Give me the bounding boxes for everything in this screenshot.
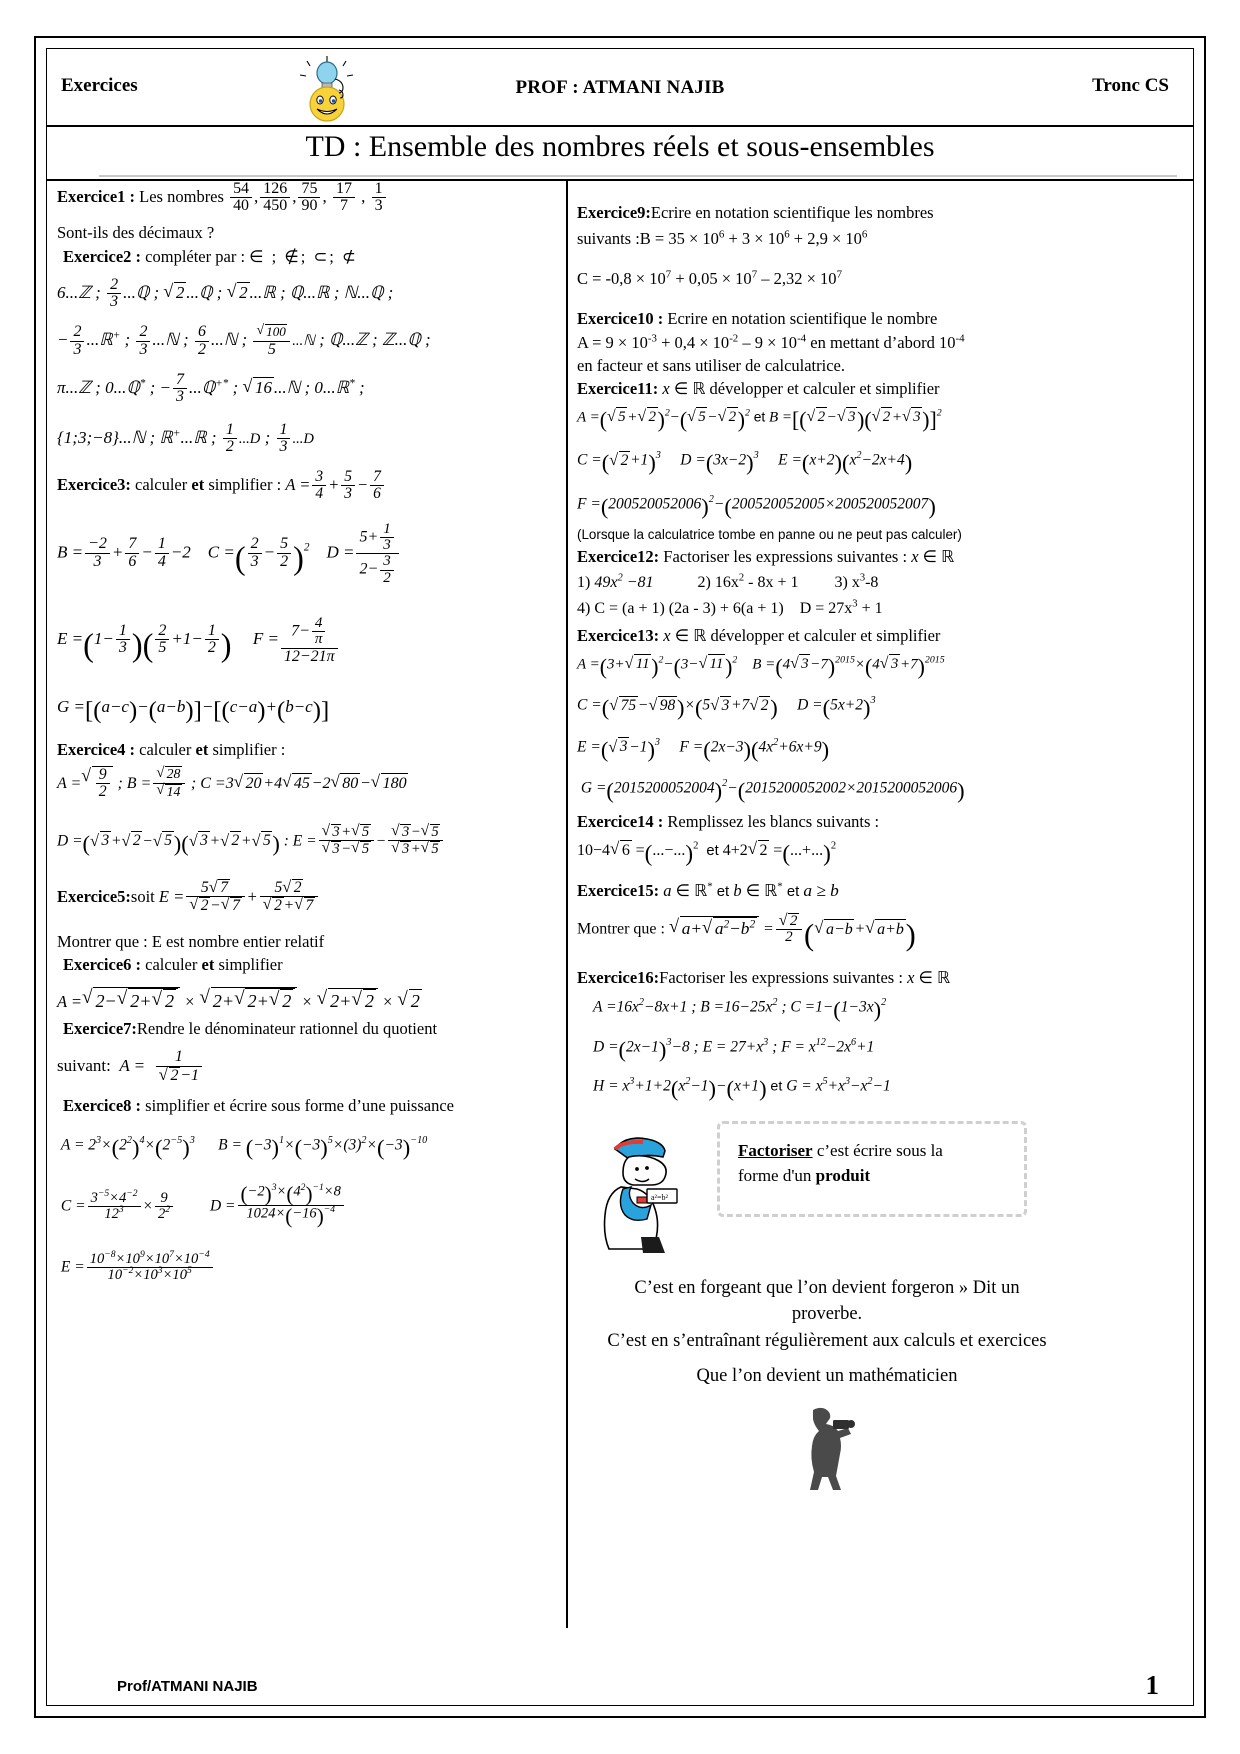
- exercise-1-label: Exercice1 :: [57, 187, 136, 206]
- exercise-9-line-2: suivants :B = $35 \times 10^6 + 3 \times 10^6 + 2,9 \times 10^6$: [577, 228, 868, 249]
- teacher-writing-icon: [585, 1127, 705, 1255]
- exercise-15-montrer: Montrer que :: [577, 920, 665, 938]
- exercise-12: Exercice12: Factoriser les expressions suivantes : x ∈ ℝ: [577, 546, 955, 566]
- exercise-16-formulas-HG: $H = x^3+1+2(x^2-1)-(x+1)$ et $G = x^5+x^3-x^2-1$: [593, 1076, 891, 1102]
- exercise-15-label: Exercice15:: [577, 881, 660, 901]
- exercise-3: [57, 469, 557, 502]
- exercise-13-formulas-EF: E =( √ 3 −1)$^3$ $F =(2x-3)(4x^2+6x+9)$: [577, 736, 830, 762]
- proverb-line-1: C’est en forgeant que l’on devient forgeron » Dit un: [634, 1277, 1020, 1298]
- exercise-6-formula-A: A = √ 2− √ 2+ √ 2 × √ 2+ √ 2+ √ 2 × √ 2+ √ 2 × √ 2: [57, 987, 420, 1012]
- exercise-12-label: Exercice12:: [577, 546, 660, 566]
- exercise-3-formula-A: A = $\frac{3}{4}$ + $\frac{5}{3}$ − $\frac{7}{6}$: [285, 475, 386, 494]
- exercise-8-formulas-CD: C = $\frac{3^{-5}\times 4^{-2}}{12^3}$ × $\frac{9}{2^2}$ D = $\frac{(-2)^3\times(4^2)^{-1}\times 8}{1024\times(-16)^{-4}}$: [57, 1184, 557, 1228]
- exercise-3-text: calculer et simplifier :: [135, 474, 286, 494]
- exercise-6-label: Exercice6 :: [63, 955, 142, 975]
- exercise-8: [63, 1096, 557, 1116]
- callout-line-1: [738, 1138, 1014, 1164]
- column-divider: [566, 181, 568, 1628]
- exercise-4-formulas-ABC: A = √ $\frac{9}{2}$ ; B = √ 28 √ 14 ; C =3 √ 20 +4 √ 45 −2 √ 80 − √ 180: [57, 764, 407, 800]
- exercise-5-text: soit: [130, 887, 155, 907]
- page-header: [47, 49, 1193, 127]
- exercise-9-text: Ecrire en notation scientifique les nombres: [650, 203, 934, 222]
- exercise-16: Exercice16:Factoriser les expressions suivantes : x ∈ ℝ: [577, 968, 951, 988]
- exercise-4: [57, 740, 557, 760]
- exercise-2-label: Exercice2 :: [63, 246, 142, 266]
- exercise-6-text: calculer et simplifier: [145, 955, 283, 975]
- exercise-14-text: Remplissez les blancs suivants :: [667, 811, 880, 831]
- exercise-11-text: développer et calculer et simplifier: [709, 378, 940, 398]
- exercise-13-text: développer et calculer et simplifier: [710, 625, 941, 645]
- page-title: TD : Ensemble des nombres réels et sous-ensembles: [305, 130, 935, 163]
- exercise-14-formula: 10−4 √ 6 =(...−...)$^2$ et 4+2 √ 2 =(...+...)$^2$: [577, 839, 837, 867]
- exercise-1-text: Les nombres: [139, 187, 224, 206]
- exercise-13-formulas-CD: C =( √ 75 − √ 98)×(5 √ 3 +7 √ 2) $D =(5x+2)^3$: [577, 695, 876, 721]
- exercise-5-formula-E: E = 5 √ 7 √ 2 − √ 7 + 5 √ 2 √ 2 + √ 7: [159, 887, 320, 906]
- exercise-15: Exercice15: a ∈ ℝ* et b ∈ ℝ* et a ≥ b: [577, 880, 839, 901]
- exercise-7-text: Rendre le dénominateur rationnel du quotient: [136, 1019, 438, 1039]
- exercise-3-label: Exercice3:: [57, 474, 131, 494]
- exercise-5-label: Exercice5:: [57, 887, 131, 907]
- proverb-line-2: proverbe.: [791, 1304, 863, 1325]
- exercise-3-formulas-BCD: B = $\frac{-2}{3}$ + $\frac{7}{6}$ − $\frac{1}{4}$ −2 C =( $\frac{2}{3}$ − $\frac{5}{2}$ )$^2$ D = 5+ $\frac{1}{3}$ 2− $\frac{3}{2}$: [57, 522, 557, 586]
- exercise-8-label: Exercice8 :: [63, 1096, 142, 1116]
- exercise-12-text: Factoriser les expressions suivantes :: [663, 546, 908, 566]
- lightbulb-smiley-icon: [295, 55, 359, 123]
- exercise-2-row-2: − $\frac{2}{3}$ ...ℝ+ ; $\frac{2}{3}$ ...ℕ ; $\frac{6}{2}$ ...ℕ ; √ 100 5 ...ℕ ; ℚ...ℤ ; ℤ...ℚ ;: [57, 322, 431, 358]
- exercise-13: Exercice13: x ∈ ℝ développer et calculer et simplifier: [577, 625, 941, 645]
- exercise-7-label: Exercice7:: [63, 1019, 137, 1039]
- proverb-line-4: Que l’on devient un mathématicien: [696, 1366, 958, 1387]
- right-column: [577, 181, 1077, 1490]
- exercise-11-formula-F: $F =(200520052006)^2-(200520052005\times 200520052007)$: [577, 493, 936, 519]
- callout-keyword: Factoriser: [738, 1140, 813, 1160]
- factoriser-callout: [717, 1121, 1027, 1217]
- proverb-line-3: C’est en s’entraînant régulièrement aux calculs et exercices: [607, 1331, 1047, 1352]
- header-class-level: Tronc CS: [1092, 75, 1169, 96]
- exercise-16-formulas-ABC: $A =16x^2-8x+1$ ; $B =16-25x^2$ ; $C =1-(1-3x)^2$: [593, 997, 887, 1023]
- exercise-10: [577, 309, 1077, 329]
- title-underline: [99, 175, 1177, 177]
- left-column: [57, 181, 557, 1289]
- header-professor-name: PROF : ATMANI NAJIB: [515, 77, 725, 98]
- exercise-2-row-1: 6...ℤ ; $\frac{2}{3}$ ...ℚ ; √ 2 ...ℚ ; √ 2 ...ℝ ; ℚ...ℝ ; ℕ...ℚ ;: [57, 275, 394, 311]
- exercise-2: [63, 247, 557, 267]
- exercise-8-formulas-AB: $A = 2^3\times(2^2)^4\times(2^{-5})^3$ $B = (-3)^1\times(-3)^5\times(3)^2\times(-3)^{-10}$: [57, 1135, 428, 1161]
- exercise-9-line-3: $C = -0,8 \times 10^7 + 0,05 \times 10^7 - 2,32 \times 10^7$: [577, 268, 842, 289]
- callout-line-2: [738, 1163, 1014, 1189]
- footer-author: Prof/ATMANI NAJIB: [117, 1678, 258, 1695]
- exercise-1-fractions: $\frac{54}{40}$ , $\frac{126}{450}$ , $\frac{75}{90}$ , $\frac{17}{7}$ , $\frac{1}{3}$: [228, 187, 388, 206]
- exercise-16-domain: x: [907, 968, 915, 988]
- exercise-2-text: compléter par :: [145, 246, 246, 266]
- exercise-2-row-4: {1;3;−8}...ℕ ; ℝ+...ℝ ; $\frac{1}{2}$ ...D ; $\frac{1}{3}$ ...D: [57, 420, 314, 455]
- exercise-9: [577, 203, 1077, 223]
- exercise-4-formulas-DE: D =( √ 3 + √ 2 − √ 5)( √ 3 + √ 2 + √ 5) : E = √ 3 + √ 5 √ 3 − √ 5 − √ 3 − √ 5 √ 3 + √ 5: [57, 824, 557, 857]
- exercise-15-condition: a: [663, 881, 672, 901]
- exercise-13-label: Exercice13:: [577, 625, 660, 645]
- exercise-11-label: Exercice11:: [577, 378, 659, 398]
- exercise-13-formula-G: $G =(2015200052004)^2-(2015200052002\times 2015200052006)$: [577, 778, 965, 804]
- exercise-11: Exercice11: x ∈ ℝ développer et calculer et simplifier: [577, 378, 940, 398]
- exercise-4-text: calculer et simplifier :: [139, 739, 286, 759]
- page-number: 1: [1145, 1670, 1159, 1700]
- exercise-4-label: Exercice4 :: [57, 739, 136, 759]
- exercise-8-formula-E: E = $\frac{10^{-8}\times 10^9\times 10^7\times 10^{-4}}{10^{-2}\times 10^3\times 10^5}$: [57, 1252, 557, 1283]
- exercise-11-formulas-AB: A =( √ 5 + √ 2)$^2$−( √ 5 − √ 2)$^2$ et B =[( √ 2 − √ 3)( √ 2 + √ 3)]$^2$: [577, 407, 942, 432]
- exercise-11-domain: x: [662, 378, 670, 398]
- exercise-1: [57, 181, 557, 215]
- exercise-8-text: simplifier et écrire sous forme d’une puissance: [145, 1096, 454, 1116]
- exercise-10-line-2: $A = 9 \times 10^{-3} + 0,4 \times 10^{-2} - 9 \times 10^{-4}$ en mettant d’abord $10^{-4}$: [577, 332, 965, 352]
- exercise-7: [63, 1019, 557, 1039]
- title-bar: [47, 127, 1193, 181]
- exercise-12-items-4: 4) C = (a + 1) (2a - 3) + 6(a + 1) $D = 27x^3 + 1$: [577, 598, 883, 618]
- page-inner-border: [46, 48, 1194, 1706]
- callout-line2-b: produit: [815, 1166, 871, 1186]
- page-footer: [57, 1659, 1183, 1699]
- exercise-16-label: Exercice16:: [577, 968, 660, 988]
- exercise-10-line-3: en facteur et sans utiliser de calculatrice.: [577, 355, 845, 375]
- exercise-10-label: Exercice10 :: [577, 309, 664, 329]
- two-column-body: [47, 181, 1193, 1646]
- exercise-1-question: Sont-ils des décimaux ?: [57, 222, 215, 242]
- exercise-12-domain: x: [911, 546, 919, 566]
- exercise-15-formula: Montrer que : √ a+ √ $a^2-b^2$ = √ 2 2 ( √ a−b + √ a+b): [577, 911, 916, 953]
- exercise-11-formulas-CDE: C =( √ 2 +1)$^3$ $D =(3x-2)^3$ $E =(x+2)(x^2-2x+4)$: [577, 450, 913, 476]
- svg-text:a²=b²: a²=b²: [651, 1192, 668, 1202]
- factoriser-illustration: [577, 1113, 1077, 1263]
- exercise-16-text: Factoriser les expressions suivantes :: [659, 968, 903, 988]
- exercise-11-note: (Lorsque la calculatrice tombe en panne ou ne peut pas calculer): [577, 527, 962, 543]
- exercise-5-montrer: Montrer que : E est nombre entier relatif: [57, 931, 325, 951]
- exercise-12-items-123: 1) $49x^2 -81$ 2) $16x^2 - 8x + 1$ 3) $x^3-8$: [577, 572, 879, 591]
- callout-line2-a: forme d'un: [738, 1166, 816, 1186]
- exercise-7-formula-A: suivant: A = 1 √ 2 −1: [57, 1049, 557, 1084]
- exercise-10-text: Ecrire en notation scientifique le nombre: [667, 309, 938, 329]
- exercise-7-suivant: suivant:: [57, 1056, 111, 1076]
- exercise-2-symbols: ∈ ; ∉; ⊂; ⊄: [249, 246, 358, 266]
- worksheet-page: [34, 36, 1206, 1718]
- exercise-13-domain: x: [663, 625, 671, 645]
- exercise-14-label: Exercice14 :: [577, 811, 664, 831]
- exercise-5: [57, 876, 557, 915]
- exercise-6: [63, 955, 557, 975]
- exercise-9-label: Exercice9:: [577, 203, 651, 222]
- exercise-3-formulas-EF: E =(1− $\frac{1}{3}$ )( $\frac{2}{5}$ +1− $\frac{1}{2}$ ) F = 7− $\frac{4}{\pi}$ 12−21π: [57, 616, 557, 666]
- photographer-silhouette-icon: [785, 1404, 869, 1490]
- exercise-13-formulas-AB: A =(3+ √ 11)$^2$−(3− √ 11)$^2$ B =(4 √ 3 −7)$^{2015}$×(4 √ 3 +7)$^{2015}$: [577, 654, 945, 679]
- exercise-14: [577, 812, 1077, 832]
- exercise-3-formula-G: G =[(a−c)−(a−b)]−[(c−a)+(b−c)]: [57, 696, 330, 724]
- header-left-label: Exercices: [61, 75, 138, 96]
- callout-rest: c’est écrire sous la: [812, 1140, 943, 1160]
- exercise-2-row-3: π...ℤ ; 0...ℚ* ; − $\frac{7}{3}$ ...ℚ+* ; √ 16 ...ℕ ; 0...ℝ* ;: [57, 371, 365, 406]
- exercise-16-formulas-DEF: $D =(2x-1)^3-8$ ; $E = 27+x^3$ ; $F = x^{12}-2x^6+1$: [593, 1036, 875, 1062]
- proverb-block: [577, 1275, 1077, 1390]
